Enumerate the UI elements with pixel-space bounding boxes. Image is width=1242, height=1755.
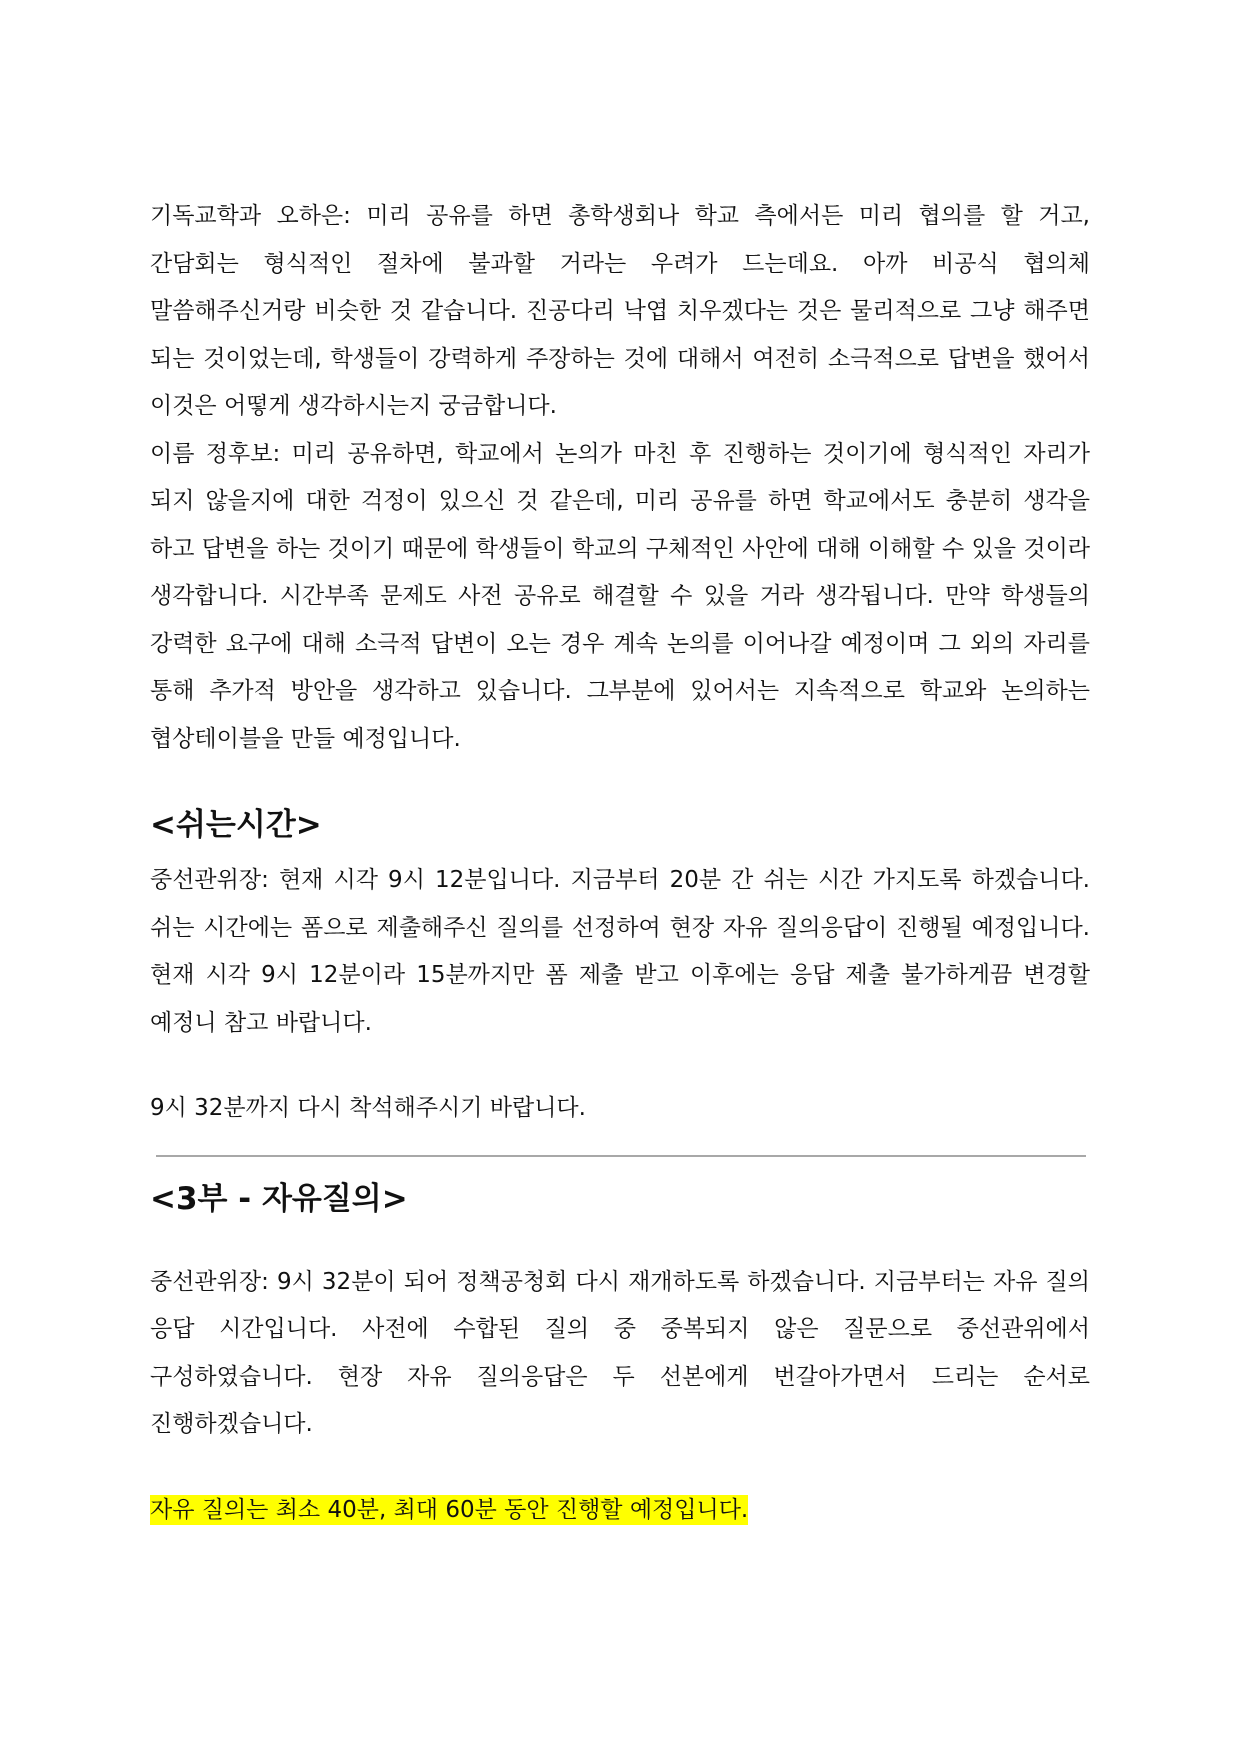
paragraph-answer-candidate: 이름 정후보: 미리 공유하면, 학교에서 논의가 마친 후 진행하는 것이기에 형식적인 자리가 되지 않을지에 대한 걱정이 있으신 것 같은데, 미리 공유를 하면 학교에서도 충분히 생각을 하고 답변을 하는 것이기 때문에 학생들이 학교의 구체적인 사안에 대해 이해할 수 있을 것이라 생각합니다. 시간부족 문제도 사전 공유로 해결할 수 있을 거라 생각됩니다. 만약 학생들의 강력한 요구에 대해 소극적 답변이 오는 경우 계속 논의를 이어나갈 예정이며 그 외의 자리를 통해 추가적 방안을 생각하고 있습니다. 그부분에 있어서는 지속적으로 학교와 논의하는 협상테이블을 만들 예정입니다. bbox=[150, 440, 1090, 752]
spacer bbox=[150, 1047, 1090, 1085]
paragraph-break-announcement: 중선관위장: 현재 시각 9시 12분입니다. 지금부터 20분 간 쉬는 시간 가지도록 하겠습니다. 쉬는 시간에는 폼으로 제출해주신 질의를 선정하여 현장 자유 질의응답이 진행될 예정입니다. 현재 시각 9시 12분이라 15분까지만 폼 제출 받고 이후에는 응답 제출 불가하게끔 변경할 예정니 참고 바랍니다. bbox=[150, 867, 1090, 1036]
spacer bbox=[150, 1221, 1090, 1259]
section-divider bbox=[156, 1155, 1086, 1157]
paragraph-question-ohaeun: 기독교학과 오하은: 미리 공유를 하면 총학생회나 학교 측에서든 미리 협의를 할 거고, 간담회는 형식적인 절차에 불과할 거라는 우려가 드는데요. 아까 비공식 협의체 말씀해주신거랑 비슷한 것 같습니다. 진공다리 낙엽 치우겠다는 것은 물리적으로 그냥 해주면 되는 것이었는데, 학생들이 강력하게 주장하는 것에 대해서 여전히 소극적으로 답변을 했어서 이것은 어떻게 생각하시는지 궁금합니다. bbox=[150, 203, 1090, 419]
paragraph-return-time: 9시 32분까지 다시 착석해주시기 바랍니다. bbox=[150, 1095, 586, 1121]
spacer bbox=[150, 1449, 1090, 1487]
paragraph-resume-announcement: 중선관위장: 9시 32분이 되어 정책공청회 다시 재개하도록 하겠습니다. 지금부터는 자유 질의 응답 시간입니다. 사전에 수합된 질의 중 중복되지 않은 질문으로 중선관위에서 구성하였습니다. 현장 자유 질의응답은 두 선본에게 번갈아가면서 드리는 순서로 진행하겠습니다. bbox=[150, 1268, 1090, 1437]
highlighted-text: 자유 질의는 최소 40분, 최대 60분 동안 진행할 예정입니다. bbox=[150, 1496, 749, 1523]
heading-break-time: <쉬는시간> bbox=[150, 807, 322, 843]
heading-part3-free-questions: <3부 - 자유질의> bbox=[150, 1180, 408, 1217]
paragraph-duration-notice bbox=[150, 1487, 1090, 1535]
document-page bbox=[150, 193, 1090, 1534]
